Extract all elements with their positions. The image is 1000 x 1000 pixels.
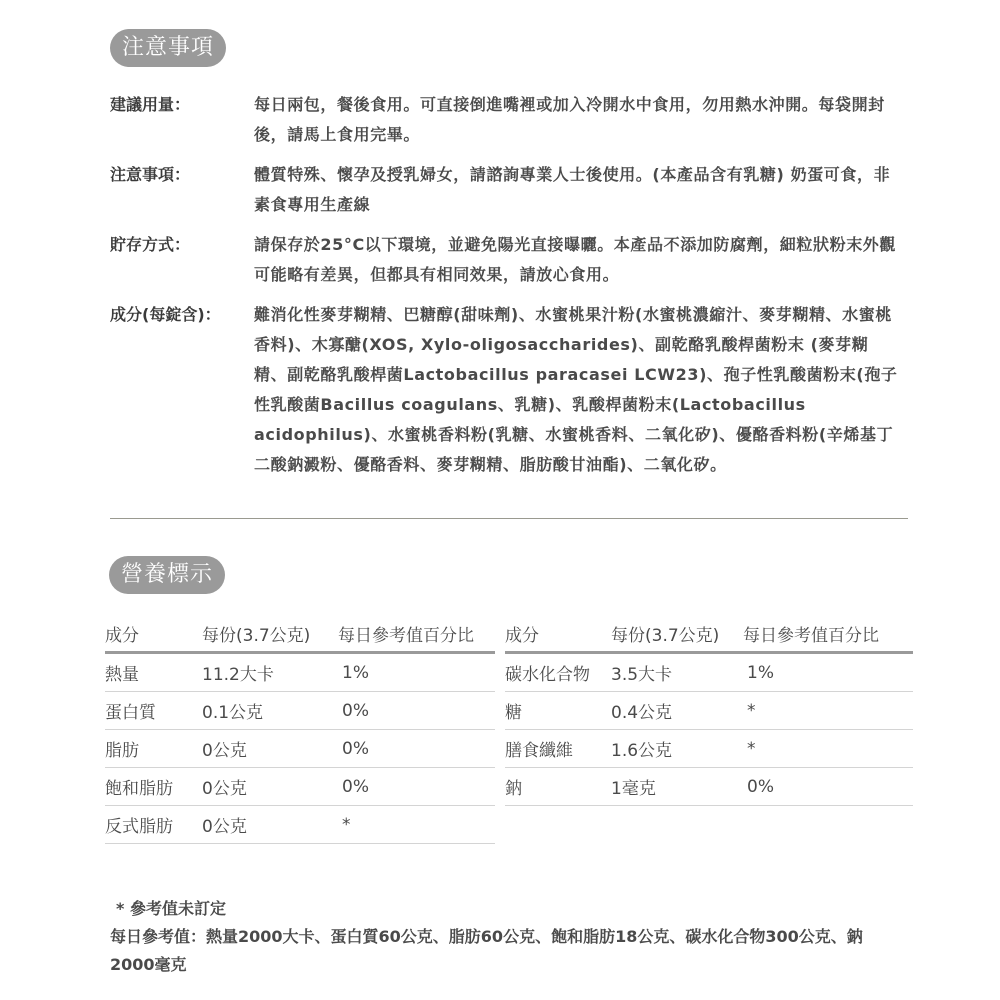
notice-list (110, 90, 910, 490)
table-row (105, 653, 495, 692)
table-row (105, 768, 495, 806)
cell-ingredient: 反式脂肪 (105, 806, 202, 844)
note-label: 成分(每錠含)： (110, 305, 221, 324)
cell-amount: 1.6公克 (611, 730, 743, 768)
table-row (105, 730, 495, 768)
cell-amount: 0.4公克 (611, 692, 743, 730)
cell-percent: * (338, 806, 495, 844)
table-header-row (105, 615, 495, 653)
cell-percent: * (743, 730, 913, 768)
cell-amount: 0公克 (202, 768, 338, 806)
table-row (505, 768, 913, 806)
table-row (105, 692, 495, 730)
cell-amount: 1毫克 (611, 768, 743, 806)
header-daily-value: 每日參考值百分比 (338, 615, 495, 653)
cell-amount: 0.1公克 (202, 692, 338, 730)
nutrition-table-right (505, 615, 913, 806)
cell-percent: 1% (338, 653, 495, 692)
table-row (505, 692, 913, 730)
cell-amount: 0公克 (202, 730, 338, 768)
note-storage (110, 230, 910, 290)
note-text: 體質特殊、懷孕及授乳婦女，請諮詢專業人士後使用。(本產品含有乳糖) 奶蛋可食，非素食專用生產線 (254, 165, 891, 214)
cell-ingredient: 蛋白質 (105, 692, 202, 730)
note-text: 每日兩包，餐後食用。可直接倒進嘴裡或加入冷開水中食用，勿用熱水沖開。每袋開封後，請馬上食用完畢。 (254, 95, 885, 144)
header-ingredient: 成分 (105, 615, 202, 653)
table-row (105, 806, 495, 844)
cell-percent: * (743, 692, 913, 730)
note-text: 難消化性麥芽糊精、巴糖醇(甜味劑)、水蜜桃果汁粉(水蜜桃濃縮汁、麥芽糊精、水蜜桃香料)、木寡醣(XOS, Xylo-oligosaccharides)、副乾酪乳酸桿菌粉末 (麥芽糊精、副乾酪乳酸桿菌Lactobacillus paracasei LCW23)、孢子性乳酸菌粉末(孢子性乳酸菌Bacillus coagulans、乳糖)、乳酸桿菌粉末(Lactobacillus acidophilus)、水蜜桃香料粉(乳糖、水蜜桃香料、二氧化矽)、優酪香料粉(辛烯基丁二酸鈉澱粉、優酪香料、麥芽糊精、脂肪酸甘油酯)、二氧化矽。 (254, 305, 898, 474)
header-per-serving: 每份(3.7公克) (611, 615, 743, 653)
cell-ingredient: 碳水化合物 (505, 653, 611, 692)
note-dosage (110, 90, 910, 150)
cell-percent: 0% (338, 730, 495, 768)
note-text: 請保存於25°C以下環境，並避免陽光直接曝曬。本產品不添加防腐劑，細粒狀粉末外觀可能略有差異，但都具有相同效果，請放心食用。 (254, 235, 897, 284)
note-label: 建議用量： (110, 95, 191, 114)
note-label: 注意事項： (110, 165, 191, 184)
header-daily-value: 每日參考值百分比 (743, 615, 913, 653)
cell-amount: 0公克 (202, 806, 338, 844)
nutrition-section-title: 營養標示 (109, 556, 225, 594)
header-per-serving: 每份(3.7公克) (202, 615, 338, 653)
table-header-row (505, 615, 913, 653)
footnote-undetermined: * 參考值未訂定 (116, 899, 226, 918)
nutrition-table-left (105, 615, 495, 844)
cell-percent: 0% (338, 692, 495, 730)
note-ingredients (110, 300, 910, 480)
cell-amount: 3.5大卡 (611, 653, 743, 692)
cell-ingredient: 飽和脂肪 (105, 768, 202, 806)
section-divider (110, 518, 908, 519)
cell-ingredient: 脂肪 (105, 730, 202, 768)
cell-ingredient: 熱量 (105, 653, 202, 692)
note-label: 貯存方式： (110, 235, 191, 254)
cell-amount: 11.2大卡 (202, 653, 338, 692)
cell-percent: 0% (338, 768, 495, 806)
table-row (505, 730, 913, 768)
notice-section-title: 注意事項 (110, 29, 226, 67)
cell-percent: 0% (743, 768, 913, 806)
cell-ingredient: 鈉 (505, 768, 611, 806)
table-row (505, 653, 913, 692)
footnote-daily-reference: 每日參考值：熱量2000大卡、蛋白質60公克、脂肪60公克、飽和脂肪18公克、碳水化合物300公克、鈉 2000毫克 (110, 927, 863, 974)
cell-ingredient: 膳食纖維 (505, 730, 611, 768)
note-caution (110, 160, 910, 220)
header-ingredient: 成分 (505, 615, 611, 653)
cell-percent: 1% (743, 653, 913, 692)
cell-ingredient: 糖 (505, 692, 611, 730)
nutrition-footnote (110, 895, 910, 979)
